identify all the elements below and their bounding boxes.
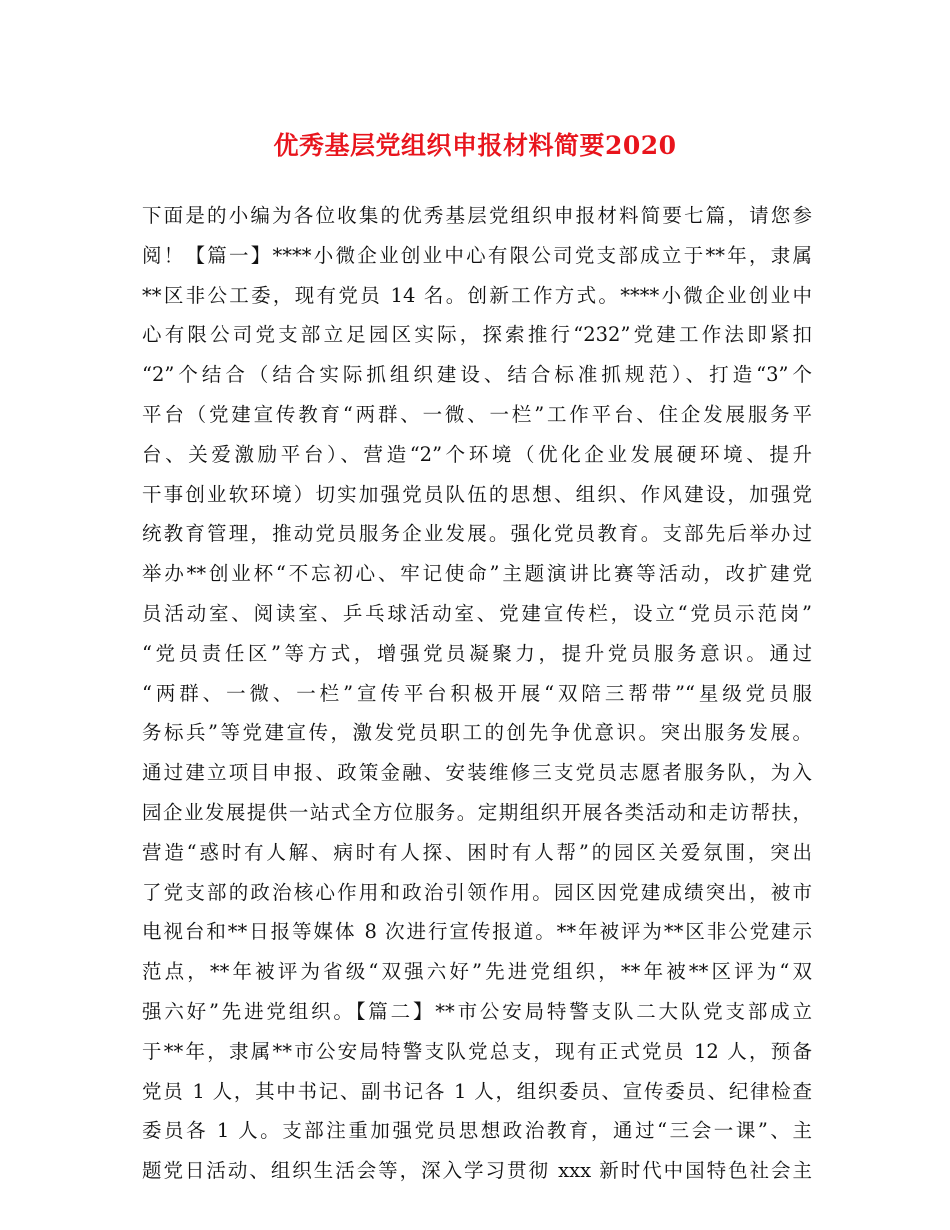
body-line: 干事创业软环境）切实加强党员队伍的思想、组织、作风建设，加强党 (142, 482, 812, 506)
body-line: 了党支部的政治核心作用和政治引领作用。园区因党建成绩突出，被市 (142, 880, 812, 904)
body-line: 平台（党建宣传教育“两群、一微、一栏”工作平台、住企发展服务平 (142, 402, 812, 426)
body-line: 下面是的小编为各位收集的优秀基层党组织申报材料简要七篇，请您参 (142, 204, 812, 227)
body-line: 党员 1 人，其中书记、副书记各 1 人，组织委员、宣传委员、纪律检查 (142, 1079, 812, 1103)
body-line: “两群、一微、一栏”宣传平台积极开展“双陪三帮带”“星级党员服 (142, 681, 812, 705)
body-line: 阅！【篇一】****小微企业创业中心有限公司党支部成立于**年，隶属 (142, 243, 812, 267)
document-title: 优秀基层党组织申报材料简要2020 (273, 131, 677, 160)
body-line: 务标兵”等党建宣传，激发党员职工的创先争优意识。突出服务发展。 (142, 721, 812, 745)
body-line: 营造“惑时有人解、病时有人探、困时有人帮”的园区关爱氛围，突出 (142, 840, 812, 864)
body-line: 统教育管理，推动党员服务企业发展。强化党员教育。支部先后举办过 (142, 522, 812, 546)
body-line: 范点，**年被评为省级“双强六好”先进党组织，**年被**区评为“双 (142, 960, 812, 984)
body-line: 强六好”先进党组织。【篇二】**市公安局特警支队二大队党支部成立 (142, 999, 812, 1023)
body-line: “2”个结合（结合实际抓组织建设、结合标准抓规范）、打造“3”个 (142, 363, 812, 387)
body-line: 题党日活动、组织生活会等，深入学习贯彻 xxx 新时代中国特色社会主 (142, 1159, 812, 1183)
body-line: 电视台和**日报等媒体 8 次进行宣传报道。**年被评为**区非公党建示 (142, 920, 812, 944)
body-line: 员活动室、阅读室、乒乓球活动室、党建宣传栏，设立“党员示范岗” (142, 601, 812, 625)
body-line: 委员各 1 人。支部注重加强党员思想政治教育，通过“三会一课”、主 (142, 1119, 812, 1143)
body-line: 于**年，隶属**市公安局特警支队党总支，现有正式党员 12 人，预备 (142, 1039, 812, 1063)
body-line: 心有限公司党支部立足园区实际，探索推行“232”党建工作法即紧扣 (142, 323, 812, 347)
document-body (142, 196, 812, 1191)
body-line: 通过建立项目申报、政策金融、安装维修三支党员志愿者服务队，为入 (142, 761, 812, 785)
body-line: “党员责任区”等方式，增强党员凝聚力，提升党员服务意识。通过 (142, 641, 812, 665)
body-line: **区非公工委，现有党员 14 名。创新工作方式。****小微企业创业中 (142, 283, 812, 307)
body-line: 园企业发展提供一站式全方位服务。定期组织开展各类活动和走访帮扶， (142, 800, 812, 824)
body-line: 举办**创业杯“不忘初心、牢记使命”主题演讲比赛等活动，改扩建党 (142, 562, 812, 586)
body-line: 台、关爱激励平台）、营造“2”个环境（优化企业发展硬环境、提升 (142, 442, 812, 466)
